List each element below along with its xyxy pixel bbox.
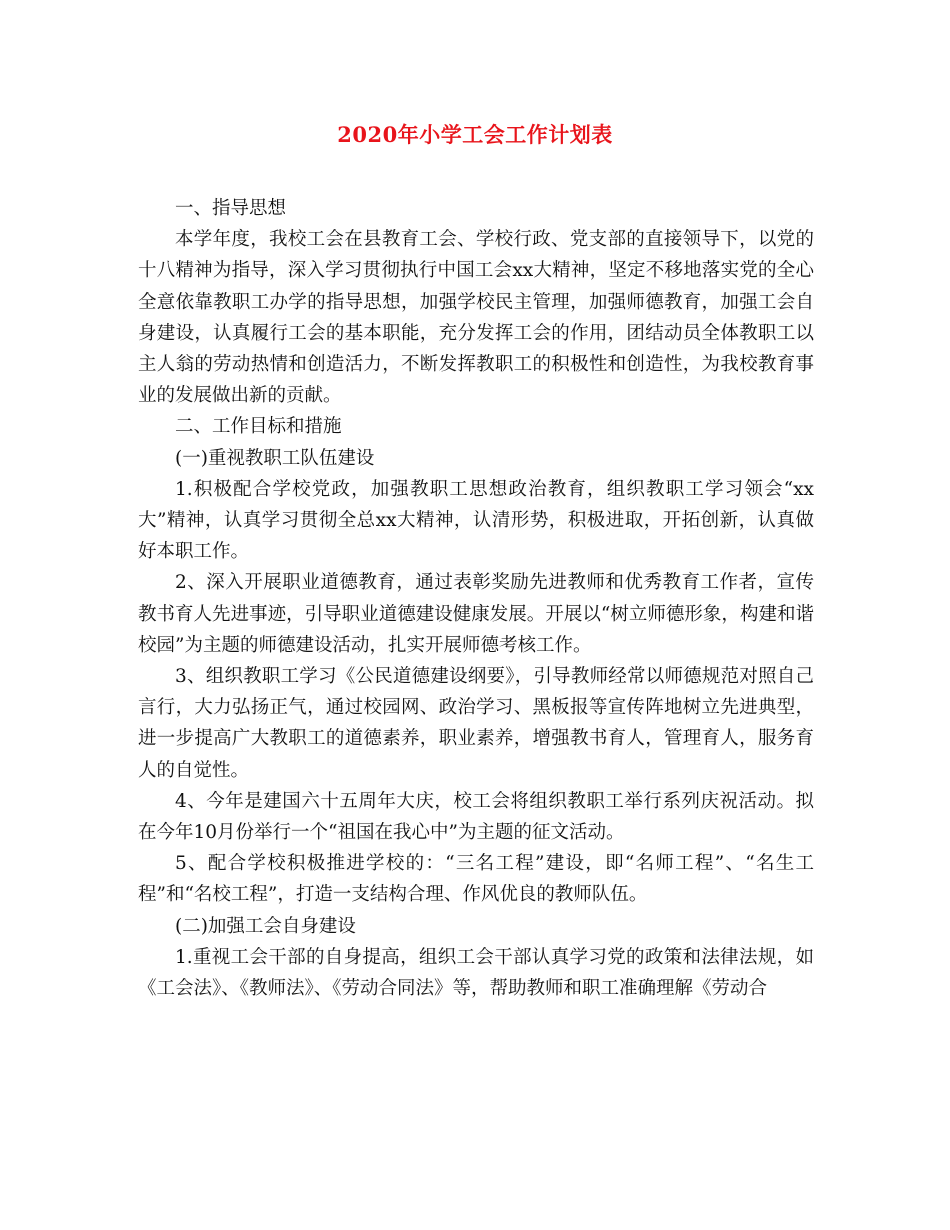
paragraph-guiding-ideology: 本学年度，我校工会在县教育工会、学校行政、党支部的直接领导下，以党的十八精神为指导，深入学习贯彻执行中国工会xx大精神，坚定不移地落实党的全心全意依靠教职工办学的指导思想，加强学校民主管理，加强师德教育，加强工会自身建设，认真履行工会的基本职能，充分发挥工会的作用，团结动员全体教职工以主人翁的劳动热情和创造活力，不断发挥教职工的积极性和创造性，为我校教育事业的发展做出新的贡献。	[138, 229, 814, 407]
paragraph-item-4: 4、今年是建国六十五周年大庆，校工会将组织教职工举行系列庆祝活动。拟在今年10月份举行一个“祖国在我心中”为主题的征文活动。	[138, 790, 814, 844]
section-heading-goals-measures: 二、工作目标和措施	[175, 416, 342, 438]
paragraph-item-5: 5、配合学校积极推进学校的：“三名工程”建设，即“名师工程”、“名生工程”和“名校工程”，打造一支结构合理、作风优良的教师队伍。	[138, 853, 814, 906]
paragraph-item-1: 1.积极配合学校党政，加强教职工思想政治教育，组织教职工学习领会“xx大”精神，认真学习贯彻全总xx大精神，认清形势，积极进取，开拓创新，认真做好本职工作。	[138, 478, 814, 563]
paragraph-item-2: 2、深入开展职业道德教育，通过表彰奖励先进教师和优秀教育工作者，宣传教书育人先进事迹，引导职业道德建设健康发展。开展以“树立师德形象，构建和谐校园”为主题的师德建设活动，扎实开展师德考核工作。	[138, 572, 814, 656]
document-body	[138, 193, 814, 1004]
subsection-heading-staff-team: (一)重视教职工队伍建设	[175, 447, 375, 469]
section-heading-guiding-ideology: 一、指导思想	[175, 198, 287, 219]
paragraph-union-item-1: 1.重视工会干部的自身提高，组织工会干部认真学习党的政策和法律法规，如《工会法》、《教师法》、《劳动合同法》等，帮助教师和职工准确理解《劳动合	[138, 946, 814, 1000]
document-title: 2020年小学工会工作计划表	[337, 122, 613, 147]
paragraph-item-3: 3、组织教职工学习《公民道德建设纲要》，引导教师经常以师德规范对照自己言行，大力弘扬正气，通过校园网、政治学习、黑板报等宣传阵地树立先进典型，进一步提高广大教职工的道德素养，职业素养，增强教书育人，管理育人，服务育人的自觉性。	[138, 666, 814, 781]
subsection-heading-union-building: (二)加强工会自身建设	[175, 915, 356, 937]
